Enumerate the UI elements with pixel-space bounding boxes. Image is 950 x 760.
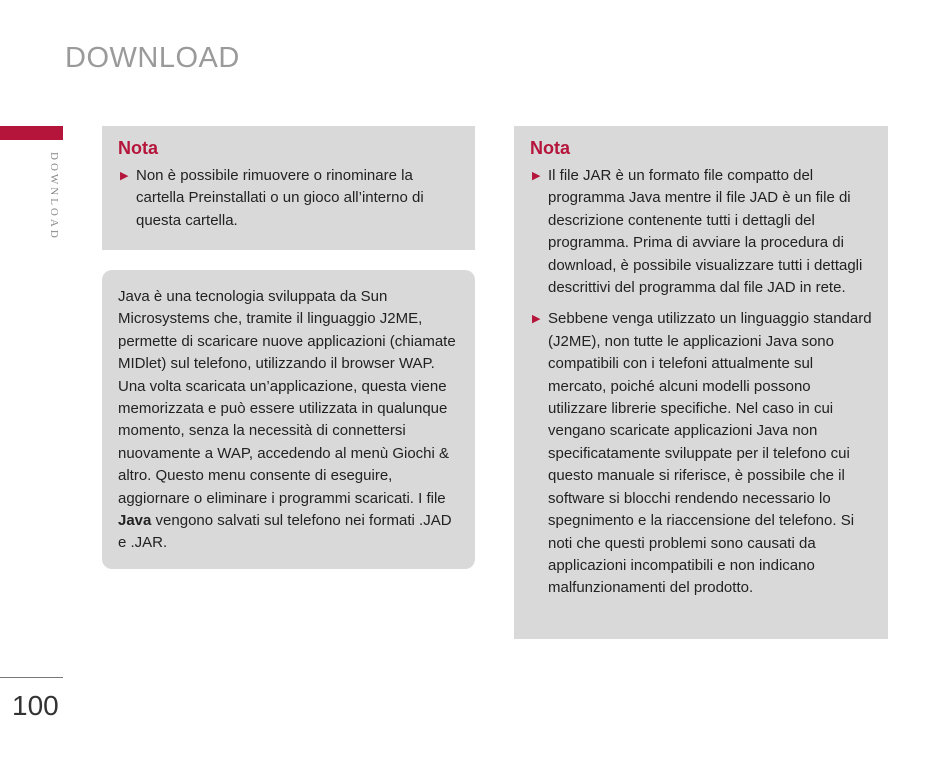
note-bullet-text: Il file JAR è un formato file compatto del programma Java mentre il file JAD è un file di descrizione contenente tutti i dettagli del programma. Prima di avviare la procedura di download, è possibile visualizzare tutti i dettagli descrittivi del programma dal file JAD in rete.: [548, 167, 863, 297]
section-marker-bar: [0, 126, 63, 140]
note-bullet-text: Non è possibile rimuovere o rinominare la cartella Preinstallati o un gioco all’interno di questa cartella.: [136, 167, 424, 229]
bullet-arrow-icon: ▶: [120, 170, 129, 182]
bullet-arrow-icon: ▶: [532, 170, 541, 182]
java-info-box: [102, 270, 475, 569]
java-bold-word: Java: [118, 512, 152, 530]
note-box-right: [514, 126, 888, 639]
note-bullet-item: [118, 165, 459, 232]
note-heading: Nota: [530, 138, 570, 158]
footer-divider: [0, 677, 63, 678]
note-heading: Nota: [118, 138, 158, 158]
bullet-arrow-icon: ▶: [532, 313, 541, 326]
java-text-before: Java è una tecnologia sviluppata da Sun Microsystems che, tramite il linguaggio J2ME, permette di scaricare nuove applicazioni (chiamate MIDlet) sul telefono, utilizzando il browser WAP. Una volta scaricata un’applicazione, questa viene memorizzata e può essere utilizzata in qualunque momento, senza la necessità di connettersi nuovamente a WAP, accedendo al menù Giochi & altro. Questo menu consente di eseguire, aggiornare o eliminare i programmi scaricati. I file: [118, 288, 456, 507]
page-number: 100: [12, 690, 59, 721]
page-title: DOWNLOAD: [65, 42, 240, 74]
java-description: [118, 286, 459, 555]
note-bullet-item: [530, 308, 872, 599]
note-bullet-text: Sebbene venga utilizzato un linguaggio standard (J2ME), non tutte le applicazioni Java sono compatibili con i telefoni attualmente sul mercato, poiché alcuni modelli possono utilizzare librerie specifiche. Nel caso in cui vengano scaricate applicazioni Java non specificatamente sviluppate per il telefono cui questo manuale si riferisce, è possibile che il software si blocchi rendendo necessario lo spegnimento e la riaccensione del telefono. Si noti che questi problemi sono causati da applicazioni incompatibili e non indicano malfunzionamenti del prodotto.: [548, 310, 872, 597]
note-box-left: [102, 126, 475, 250]
java-text-after: vengono salvati sul telefono nei formati .JAD e .JAR.: [118, 512, 452, 552]
note-bullet-item: [530, 165, 872, 299]
section-side-label: DOWNLOAD: [48, 152, 60, 241]
